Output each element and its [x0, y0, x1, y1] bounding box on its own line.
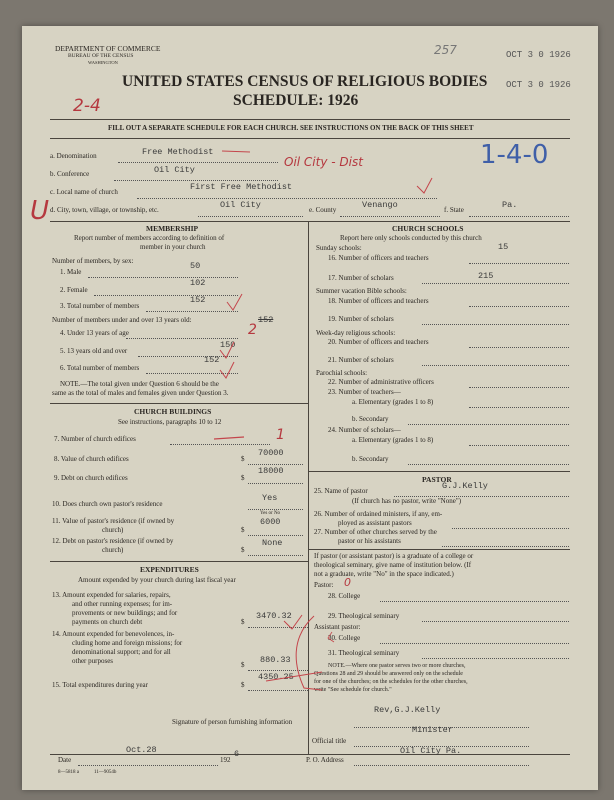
- male-line: [88, 277, 238, 278]
- teachers-elementary-label: a. Elementary (grades 1 to 8): [352, 398, 434, 406]
- county-line: [340, 216, 440, 217]
- membership-intro-2: member in your church: [140, 243, 206, 251]
- sunday-schools-value: 15: [498, 242, 509, 252]
- sunday-schools-label: Sunday schools:: [316, 244, 362, 252]
- summer-officers-label: 18. Number of officers and teachers: [328, 297, 429, 305]
- county-value: Venango: [362, 200, 398, 210]
- membership-end-rule: [50, 403, 308, 404]
- residence-debt-label-2: church): [102, 546, 124, 554]
- total-expenditures-label: 15. Total expenditures during year: [52, 681, 148, 689]
- benevolences-line: [248, 670, 308, 671]
- pastor-note-4: write "See schedule for church.": [314, 687, 392, 693]
- edifice-value-line: [248, 464, 303, 465]
- summer-officers-line: [469, 306, 569, 307]
- ordained-ministers-line: [452, 528, 569, 529]
- benevolences-label-2: cluding home and foreign missions; for: [72, 639, 183, 647]
- residence-value-line: [248, 535, 303, 536]
- benevolences-value: 880.33: [260, 655, 291, 665]
- edifice-value-label: 8. Value of church edifices: [54, 455, 129, 463]
- date-line: [78, 765, 218, 766]
- over-13-value: 150: [220, 340, 236, 350]
- local-name-line: [137, 198, 437, 199]
- admin-officers-label: 22. Number of administrative officers: [328, 378, 434, 386]
- graduate-rule: [308, 549, 570, 550]
- pastor-name-value: G.J.Kelly: [442, 481, 488, 491]
- po-address-label: P. O. Address: [306, 756, 344, 764]
- teachers-elementary-line: [469, 407, 569, 408]
- sunday-officers-line: [469, 263, 569, 264]
- city-value: Oil City: [220, 200, 261, 210]
- weekday-officers-line: [469, 347, 569, 348]
- female-label: 2. Female: [60, 286, 88, 294]
- membership-note-1: NOTE.—The total given under Question 6 should be the: [60, 380, 219, 388]
- yes-or-no-hint: Yes or No: [260, 511, 281, 516]
- admin-officers-line: [469, 387, 569, 388]
- owns-residence-line: [248, 509, 303, 510]
- denomination-value: Free Methodist: [142, 147, 214, 157]
- state-value: Pa.: [502, 200, 518, 210]
- benevolences-label-3: denominational support; and for all: [72, 648, 171, 656]
- form-title: UNITED STATES CENSUS OF RELIGIOUS BODIES: [122, 73, 488, 90]
- washington-label: WASHINGTON: [88, 60, 118, 65]
- total-members-2-label: 6. Total number of members: [60, 364, 140, 372]
- assistant-seminary-label: 31. Theological seminary: [328, 649, 400, 657]
- date-value: Oct.28: [126, 745, 157, 755]
- county-label: e. County: [309, 206, 337, 214]
- sunday-scholars-line: [422, 283, 569, 284]
- assistant-college-label: 30. College: [328, 634, 361, 642]
- assistant-pastor-subheading: Assistant pastor:: [314, 623, 361, 631]
- scholars-secondary-label: b. Secondary: [352, 455, 389, 463]
- local-name-label: c. Local name of church: [50, 188, 118, 196]
- under-13-value: 2: [248, 322, 257, 338]
- summer-schools-label: Summer vacation Bible schools:: [316, 287, 407, 295]
- assistant-seminary-line: [422, 658, 569, 659]
- official-title-value: Minister: [412, 725, 453, 735]
- total-members-label: 3. Total number of members: [60, 302, 140, 310]
- handwritten-code-right: 1-4-0: [480, 140, 549, 170]
- bureau-label: BUREAU OF THE CENSUS: [68, 53, 134, 59]
- residence-value-dollar: $: [241, 526, 245, 534]
- age-breakdown-value: 152: [258, 315, 274, 325]
- benevolences-label-1: 14. Amount expended for benevolences, in-: [52, 630, 175, 638]
- under-13-line: [126, 338, 238, 339]
- total-expenditures-value: 4350.25: [258, 672, 294, 682]
- pastor-note-2: Questions 28 and 29 should be answered only on the schedule: [314, 671, 463, 677]
- signature-value: Rev,G.J.Kelly: [374, 705, 441, 715]
- membership-intro-1: Report number of members according to definition of: [74, 234, 225, 242]
- benevolences-dollar: $: [241, 661, 245, 669]
- weekday-schools-label: Week-day religious schools:: [316, 329, 396, 337]
- owns-residence-label: 10. Does church own pastor's residence: [52, 500, 163, 508]
- denomination-line: [118, 162, 278, 163]
- benevolences-label-4: other purposes: [72, 657, 114, 665]
- members-by-sex-label: Number of members, by sex:: [52, 257, 134, 265]
- state-line: [469, 216, 569, 217]
- weekday-scholars-label: 21. Number of scholars: [328, 356, 394, 364]
- handwritten-code-left: 2-4: [73, 96, 101, 116]
- scholars-label: 24. Number of scholars—: [328, 426, 401, 434]
- print-code: 8—5818 a: [58, 770, 79, 775]
- total-members-2-value: 152: [204, 355, 220, 365]
- sunday-officers-label: 16. Number of officers and teachers: [328, 254, 429, 262]
- residence-value-label-2: church): [102, 526, 124, 534]
- scholars-secondary-line: [408, 464, 569, 465]
- local-name-value: First Free Methodist: [190, 182, 293, 192]
- residence-value-label: 11. Value of pastor's residence (if owned by: [52, 517, 175, 525]
- male-value: 50: [190, 261, 201, 271]
- residence-debt-dollar: $: [241, 546, 245, 554]
- pastor-college-line: [380, 601, 569, 602]
- schools-heading: CHURCH SCHOOLS: [392, 224, 464, 233]
- edifice-debt-line: [248, 483, 303, 484]
- total-members-value: 152: [190, 295, 206, 305]
- received-date-stamp-2: OCT 3 0 1926: [506, 80, 571, 90]
- signature-label: Signature of person furnishing information: [172, 718, 293, 726]
- church-edifices-label: 7. Number of church edifices: [54, 435, 136, 443]
- other-churches-label-2: pastor or his assistants: [338, 537, 401, 545]
- handwritten-u-mark: U: [30, 196, 50, 226]
- pastor-name-label: 25. Name of pastor: [314, 487, 368, 495]
- po-address-line: [354, 765, 529, 766]
- buildings-subheading: See instructions, paragraphs 10 to 12: [118, 418, 222, 426]
- sunday-scholars-label: 17. Number of scholars: [328, 274, 394, 282]
- residence-value-value: 6000: [260, 517, 281, 527]
- received-date-stamp: OCT 3 0 1926: [506, 50, 571, 60]
- church-edifices-value: 1: [276, 427, 285, 443]
- running-expenses-dollar: $: [241, 618, 245, 626]
- male-label: 1. Male: [60, 268, 82, 276]
- running-expenses-label-3: provements or new buildings; and for: [72, 609, 178, 617]
- ordained-ministers-label: 26. Number of ordained ministers, if any, em-: [314, 510, 443, 518]
- schools-subheading: Report here only schools conducted by this church: [340, 234, 482, 242]
- expenditures-subheading: Amount expended by your church during last fiscal year: [78, 576, 236, 584]
- assistant-college-line: [380, 643, 569, 644]
- over-13-line: [138, 356, 238, 357]
- city-line: [198, 216, 303, 217]
- teachers-secondary-line: [408, 424, 569, 425]
- conference-line: [114, 180, 278, 181]
- total-members-2-line: [146, 373, 238, 374]
- weekday-officers-label: 20. Number of officers and teachers: [328, 338, 429, 346]
- conference-label: b. Conference: [50, 170, 90, 178]
- print-code-2: 11—9054b: [94, 770, 117, 775]
- conference-value: Oil City: [154, 165, 195, 175]
- running-expenses-line: [248, 627, 308, 628]
- residence-debt-line: [248, 555, 303, 556]
- denomination-label: a. Denomination: [50, 152, 97, 160]
- summer-scholars-line: [422, 324, 569, 325]
- edifice-debt-dollar: $: [241, 474, 245, 482]
- po-address-value: Oil City Pa.: [400, 746, 462, 756]
- edifice-value-value: 70000: [258, 448, 284, 458]
- age-breakdown-label: Number of members under and over 13 years old:: [52, 316, 192, 324]
- pastor-subheading: Pastor:: [314, 581, 334, 589]
- membership-note-2: same as the total of males and females given under Question 3.: [52, 389, 229, 397]
- edifice-debt-value: 18000: [258, 466, 284, 476]
- year-prefix: 192: [220, 756, 231, 764]
- separate-schedule-instruction: FILL OUT A SEPARATE SCHEDULE FOR EACH CHURCH. SEE INSTRUCTIONS ON THE BACK OF THIS SHEET: [108, 124, 474, 132]
- teachers-label: 23. Number of teachers—: [328, 388, 401, 396]
- buildings-end-rule: [50, 561, 308, 562]
- year-value: 6: [234, 749, 240, 759]
- membership-heading: MEMBERSHIP: [146, 224, 199, 233]
- pastor-note-3: for one of the churches; on the schedules for the other churches,: [314, 679, 468, 685]
- total-members-line: [146, 311, 238, 312]
- buildings-heading: CHURCH BUILDINGS: [134, 407, 212, 416]
- date-label: Date: [58, 756, 72, 764]
- graduate-instruction-1: If pastor (or assistant pastor) is a graduate of a college or: [314, 552, 474, 560]
- city-label: d. City, town, village, or township, etc.: [50, 206, 159, 214]
- scholars-elementary-label: a. Elementary (grades 1 to 8): [352, 436, 434, 444]
- female-line: [94, 295, 238, 296]
- graduate-instruction-2: theological seminary, give name of institution below. (If: [314, 561, 472, 569]
- department-label: DEPARTMENT OF COMMERCE: [55, 44, 161, 53]
- over-13-label: 5. 13 years old and over: [60, 347, 128, 355]
- weekday-scholars-line: [422, 365, 569, 366]
- pastor-college-label: 28. College: [328, 592, 361, 600]
- scholars-elementary-line: [469, 445, 569, 446]
- schools-end-rule: [308, 471, 570, 472]
- teachers-secondary-label: b. Secondary: [352, 415, 389, 423]
- header-rule-top: [50, 119, 570, 120]
- handwritten-district: Oil City - Dist: [284, 155, 363, 169]
- running-expenses-label-1: 13. Amount expended for salaries, repairs,: [52, 591, 171, 599]
- parochial-schools-label: Parochial schools:: [316, 369, 368, 377]
- running-expenses-value: 3470.32: [256, 611, 292, 621]
- header-rule-bottom: [50, 138, 570, 139]
- edifice-value-dollar: $: [241, 455, 245, 463]
- other-churches-label: 27. Number of other churches served by the: [314, 528, 437, 536]
- other-churches-line: [442, 546, 569, 547]
- graduate-instruction-3: not a graduate, write "No" in the space indicated.): [314, 570, 454, 578]
- sunday-scholars-value: 215: [478, 271, 494, 281]
- residence-debt-value: None: [262, 538, 283, 548]
- female-value: 102: [190, 278, 206, 288]
- state-label: f. State: [444, 206, 464, 214]
- residence-debt-label: 12. Debt on pastor's residence (if owned by: [52, 537, 174, 545]
- pastor-seminary-label: 29. Theological seminary: [328, 612, 400, 620]
- under-13-label: 4. Under 13 years of age: [60, 329, 129, 337]
- pastor-note-1: NOTE.—Where one pastor serves two or more churches,: [328, 663, 466, 669]
- pastor-seminary-line: [422, 621, 569, 622]
- church-edifices-line: [170, 444, 270, 445]
- official-title-label: Official title: [312, 737, 347, 745]
- total-expenditures-dollar: $: [241, 681, 245, 689]
- pastor-handwritten-mark: 0: [344, 576, 351, 589]
- box-top-rule: [50, 221, 570, 222]
- schedule-title: SCHEDULE: 1926: [233, 92, 359, 109]
- total-expenditures-line: [248, 690, 308, 691]
- running-expenses-label-4: payments on church debt: [72, 618, 143, 626]
- ordained-ministers-label-2: ployed as assistant pastors: [338, 519, 412, 527]
- edifice-debt-label: 9. Debt on church edifices: [54, 474, 128, 482]
- owns-residence-value: Yes: [262, 493, 278, 503]
- form-number-handwritten: 257: [434, 43, 457, 57]
- summer-scholars-label: 19. Number of scholars: [328, 315, 394, 323]
- pastor-heading: PASTOR: [422, 475, 452, 484]
- pastor-name-hint: (If church has no pastor, write "None"): [352, 497, 462, 505]
- census-schedule-sheet: [22, 26, 598, 790]
- expenditures-heading: EXPENDITURES: [140, 565, 199, 574]
- column-divider: [308, 221, 309, 754]
- running-expenses-label-2: and other running expenses; for im-: [72, 600, 173, 608]
